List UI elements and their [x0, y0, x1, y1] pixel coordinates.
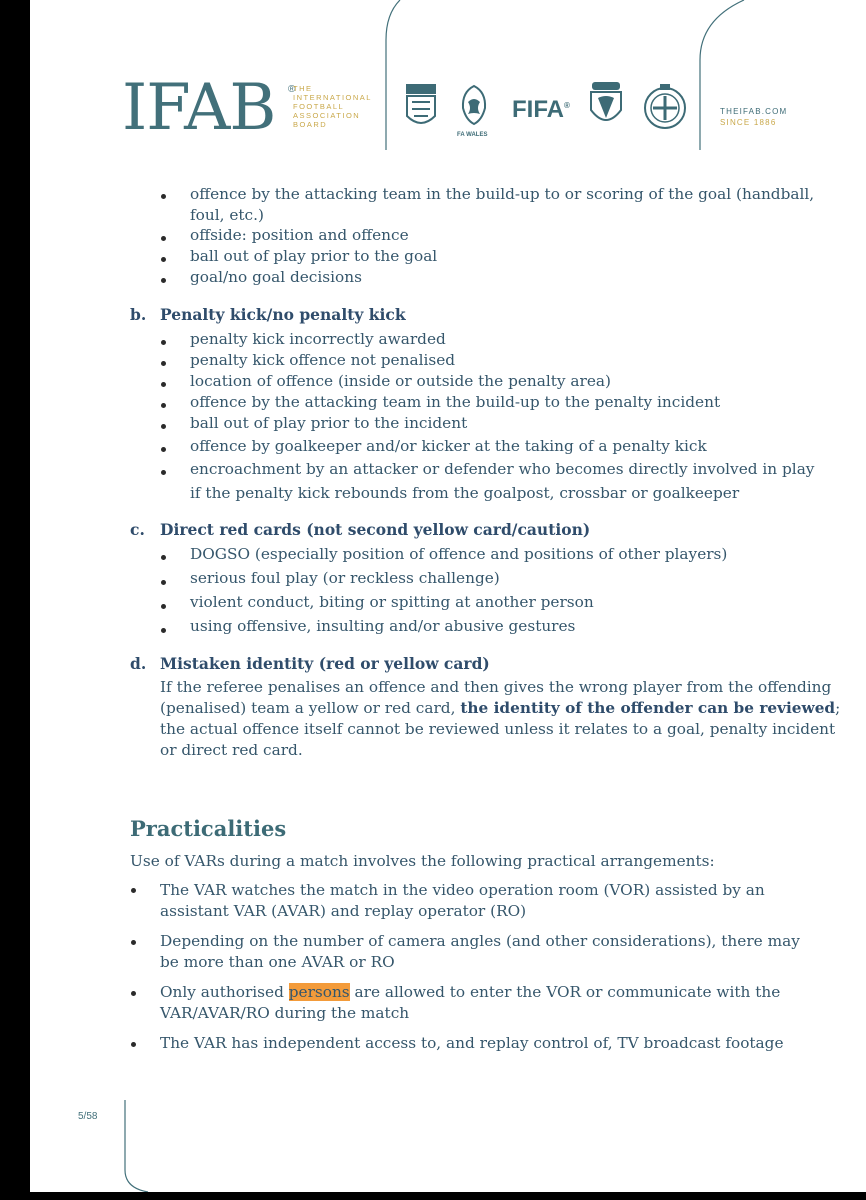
list-item: ball out of play prior to the goal: [190, 247, 438, 265]
bullet: [161, 424, 166, 429]
section-c-heading: Direct red cards (not second yellow card/caution): [160, 520, 591, 539]
list-item: penalty kick offence not penalised: [190, 351, 456, 369]
section-d-letter: d.: [130, 654, 147, 673]
the-fa-crest-icon: [404, 82, 438, 132]
paragraph-line: (penalised) team a yellow or red card, the identity of the offender can be reviewed;: [160, 699, 841, 717]
ifab-logo-subtitle: THE INTERNATIONAL FOOTBALL ASSOCIATION BOARD: [293, 84, 372, 129]
paragraph-line: the actual offence itself cannot be reviewed unless it relates to a goal, penalty incident: [160, 720, 836, 738]
list-item: using offensive, insulting and/or abusive gestures: [190, 617, 576, 635]
list-item: Only authorised persons are allowed to enter the VOR or communicate with the: [160, 983, 781, 1001]
irish-fa-crest-icon: [642, 82, 688, 132]
list-item: offside: position and offence: [190, 226, 409, 244]
list-item: offence by goalkeeper and/or kicker at the taking of a penalty kick: [190, 437, 707, 455]
bullet: [131, 991, 136, 996]
practicalities-heading: Practicalities: [130, 816, 287, 841]
bullet: [161, 403, 166, 408]
fifa-logo: FIFA®: [512, 96, 570, 123]
logo-registered-mark: ®: [288, 84, 296, 95]
scottish-fa-crest-icon: [586, 80, 626, 132]
bullet: [161, 580, 166, 585]
highlighted-text: persons: [288, 983, 350, 1001]
list-item: offence by the attacking team in the build-up to or scoring of the goal (handball,: [190, 185, 815, 203]
list-item: location of offence (inside or outside the penalty area): [190, 372, 612, 390]
list-item: penalty kick incorrectly awarded: [190, 330, 446, 348]
bullet: [131, 940, 136, 945]
ifab-website: THEIFAB.COM SINCE 1886: [720, 107, 788, 127]
list-item: The VAR has independent access to, and replay control of, TV broadcast footage: [160, 1034, 784, 1052]
document-page: [30, 0, 866, 1192]
list-item: The VAR watches the match in the video operation room (VOR) assisted by an: [160, 881, 765, 899]
list-item: violent conduct, biting or spitting at another person: [190, 593, 594, 611]
list-item: Depending on the number of camera angles (and other considerations), there may: [160, 932, 800, 950]
list-item: assistant VAR (AVAR) and replay operator (RO): [160, 902, 527, 920]
bullet: [161, 470, 166, 475]
bullet: [131, 888, 136, 893]
bullet: [161, 361, 166, 366]
bullet: [161, 278, 166, 283]
paragraph-line: If the referee penalises an offence and then gives the wrong player from the offending: [160, 678, 832, 696]
bullet: [161, 555, 166, 560]
bullet: [131, 1042, 136, 1047]
bullet: [161, 340, 166, 345]
ifab-logo: IFAB: [122, 71, 276, 145]
list-item: goal/no goal decisions: [190, 268, 362, 286]
list-item: ball out of play prior to the incident: [190, 414, 468, 432]
practicalities-intro: Use of VARs during a match involves the following practical arrangements:: [130, 852, 715, 870]
section-b-heading: Penalty kick/no penalty kick: [160, 305, 406, 324]
bullet: [161, 628, 166, 633]
bullet: [161, 382, 166, 387]
bullet: [161, 447, 166, 452]
list-item: if the penalty kick rebounds from the goalpost, crossbar or goalkeeper: [190, 484, 740, 502]
bullet: [161, 194, 166, 199]
fa-wales-crest-icon: [458, 82, 490, 130]
list-item: serious foul play (or reckless challenge): [190, 569, 500, 587]
section-d-heading: Mistaken identity (red or yellow card): [160, 654, 490, 673]
emphasis-text: the identity of the offender can be reviewed: [460, 699, 836, 717]
bullet: [161, 604, 166, 609]
list-item: foul, etc.): [190, 206, 264, 224]
list-item: VAR/AVAR/RO during the match: [160, 1004, 410, 1022]
bullet: [161, 236, 166, 241]
fa-wales-label: FA WALES: [457, 132, 488, 138]
bullet: [161, 257, 166, 262]
section-b-letter: b.: [130, 305, 147, 324]
paragraph-line: or direct red card.: [160, 741, 303, 759]
footer-decoration: [120, 1100, 150, 1192]
page-number: 5/58: [78, 1111, 98, 1122]
list-item: DOGSO (especially position of offence and positions of other players): [190, 545, 728, 563]
list-item: offence by the attacking team in the build-up to the penalty incident: [190, 393, 721, 411]
list-item: encroachment by an attacker or defender who becomes directly involved in play: [190, 460, 815, 478]
section-c-letter: c.: [130, 520, 145, 539]
list-item: be more than one AVAR or RO: [160, 953, 395, 971]
